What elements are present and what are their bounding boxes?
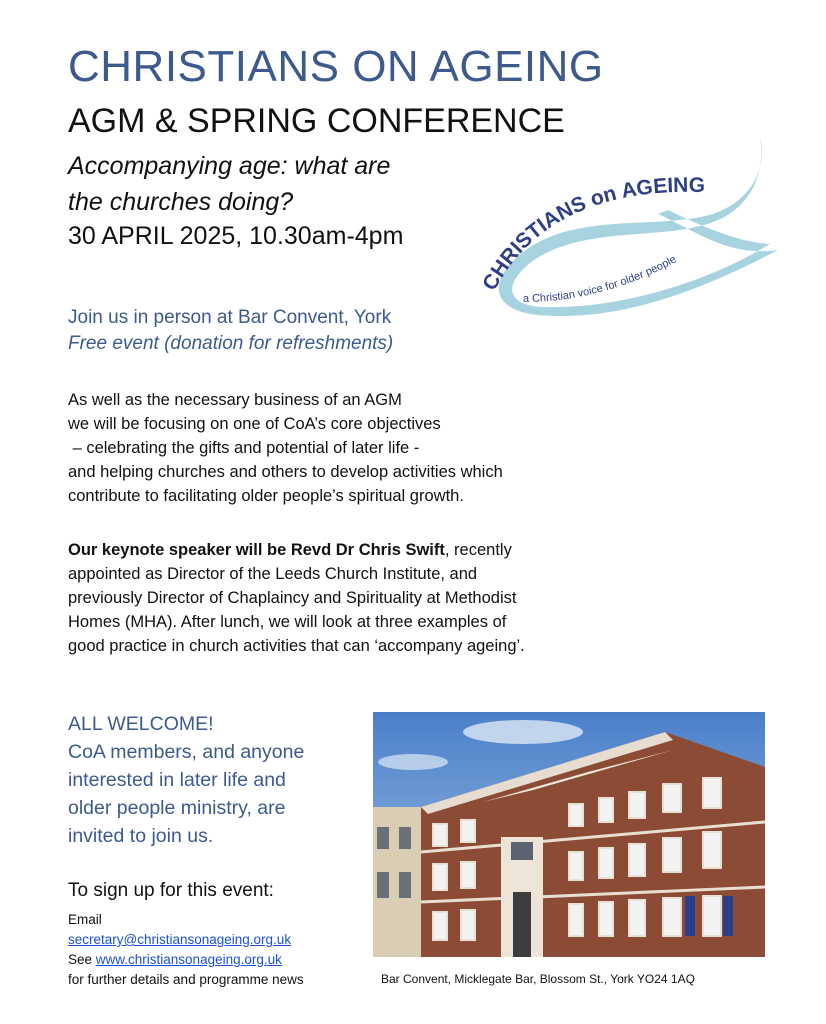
text-line: previously Director of Chaplaincy and Spirituality at Methodist [68, 589, 517, 607]
further-details: for further details and programme news [68, 972, 304, 987]
text-line: As well as the necessary business of an AGM [68, 391, 402, 409]
logo-sub-text: a Christian voice for older people [522, 253, 679, 306]
text-line: good practice in church activities that can ‘accompany ageing’. [68, 637, 525, 655]
venue-cost: Free event (donation for refreshments) [68, 333, 394, 354]
welcome-line: older people ministry, are [68, 797, 286, 819]
text-line: Homes (MHA). After lunch, we will look at three examples of [68, 613, 507, 631]
keynote-rest: , recently [444, 541, 512, 559]
tagline-line: the churches doing? [68, 188, 294, 216]
cloud [378, 754, 448, 770]
email-link[interactable]: secretary@christiansonageing.org.uk [68, 932, 292, 947]
agm-description [68, 388, 503, 508]
venue-location: Join us in person at Bar Convent, York [68, 307, 392, 328]
welcome-block [68, 710, 304, 850]
logo-main-text: CHRISTIANS on AGEING [478, 173, 706, 295]
keynote-description [68, 538, 525, 658]
venue-info [68, 305, 393, 357]
welcome-line: ALL WELCOME! [68, 713, 214, 735]
text-line: we will be focusing on one of CoA’s core objectives [68, 415, 441, 433]
welcome-line: invited to join us. [68, 825, 214, 847]
email-label: Email [68, 912, 102, 927]
bar-convent-photo [373, 712, 765, 957]
event-tagline [68, 148, 390, 220]
text-line [68, 538, 525, 562]
welcome-line: interested in later life and [68, 769, 286, 791]
text-line: – celebrating the gifts and potential of later life - [68, 439, 420, 457]
event-date: 30 APRIL 2025, 10.30am-4pm [68, 222, 404, 250]
photo-caption: Bar Convent, Micklegate Bar, Blossom St., York YO24 1AQ [381, 972, 695, 986]
contact-info [68, 910, 304, 990]
signup-heading: To sign up for this event: [68, 880, 274, 901]
text-line: contribute to facilitating older people’s spiritual growth. [68, 487, 464, 505]
keynote-speaker: Our keynote speaker will be Revd Dr Chris Swift [68, 541, 445, 559]
event-subtitle: AGM & SPRING CONFERENCE [68, 102, 565, 140]
see-label: See [68, 952, 96, 967]
website-link[interactable]: www.christiansonageing.org.uk [95, 952, 282, 967]
christians-on-ageing-fish-logo [478, 132, 778, 327]
welcome-line: CoA members, and anyone [68, 741, 305, 763]
tagline-line: Accompanying age: what are [68, 152, 391, 180]
page-title: CHRISTIANS ON AGEING [68, 42, 604, 91]
text-line: and helping churches and others to develop activities which [68, 463, 503, 481]
text-line: appointed as Director of the Leeds Church Institute, and [68, 565, 478, 583]
cloud [463, 720, 583, 744]
